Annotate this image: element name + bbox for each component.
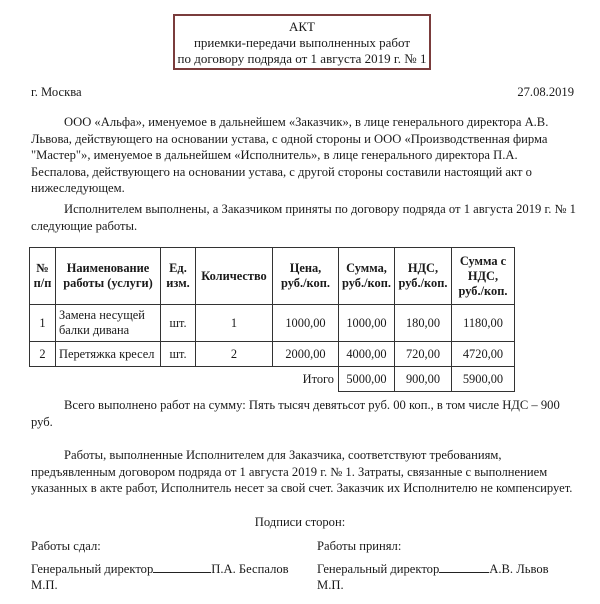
table-row bbox=[30, 342, 515, 367]
signature-line bbox=[439, 561, 489, 573]
place: г. Москва bbox=[31, 85, 82, 99]
works-table bbox=[29, 247, 515, 392]
compliance-paragraph bbox=[31, 447, 576, 497]
cell-num: 2 bbox=[30, 342, 56, 367]
cell-qty: 1 bbox=[196, 305, 273, 342]
signature-line bbox=[153, 561, 211, 573]
signature-name: П.А. Беспалов bbox=[211, 561, 289, 576]
total-sentence-text: Всего выполнено работ на сумму: Пять тысяч девятьсот руб. 00 коп., в том числе НДС – 900 руб. bbox=[31, 398, 560, 429]
signature-block-contractor bbox=[31, 538, 289, 594]
cell-vat: 180,00 bbox=[395, 305, 452, 342]
cell-vat: 720,00 bbox=[395, 342, 452, 367]
signature-block-customer bbox=[317, 538, 549, 594]
cell-unit: шт. bbox=[161, 342, 196, 367]
cell-price: 2000,00 bbox=[273, 342, 339, 367]
signature-stamp: М.П. bbox=[317, 578, 344, 592]
document-subtitle-line1: приемки-передачи выполненных работ bbox=[193, 35, 411, 50]
document-title: АКТ bbox=[289, 19, 315, 34]
document-title-box bbox=[173, 14, 431, 70]
signatures-title: Подписи сторон: bbox=[254, 515, 346, 529]
signature-line-row bbox=[31, 561, 289, 578]
signature-position: Генеральный директор bbox=[31, 561, 154, 576]
cell-total: 4720,00 bbox=[452, 342, 515, 367]
signature-heading: Работы принял: bbox=[317, 539, 402, 553]
cell-unit: шт. bbox=[161, 305, 196, 342]
cell-num: 1 bbox=[30, 305, 56, 342]
header-name: Наименование работы (услуги) bbox=[56, 248, 161, 305]
signature-stamp: М.П. bbox=[31, 578, 58, 592]
intro-paragraph-text: ООО «Альфа», именуемое в дальнейшем «Заказчик», в лице генерального директора А.В. Львова, действующего на основании устава, с одной стороны и ООО «Производственная фирма "Мастер"», именуемое в дальнейшем «Исполнитель», в лице генерального директора П.А. Беспалова, действующего на основании устава, с другой стороны составили настоящий акт о нижеследующем. bbox=[31, 115, 549, 195]
header-sum: Сумма, руб./коп. bbox=[339, 248, 395, 305]
header-qty: Количество bbox=[196, 248, 273, 305]
signature-name: А.В. Львов bbox=[489, 561, 549, 576]
table-header-row bbox=[30, 248, 515, 305]
cell-name: Перетяжка кресел bbox=[56, 342, 161, 367]
date: 27.08.2019 bbox=[517, 85, 574, 99]
document-subtitle-line2: по договору подряда от 1 августа 2019 г. № 1 bbox=[177, 51, 427, 66]
cell-total: 1180,00 bbox=[452, 305, 515, 342]
header-total: Сумма с НДС, руб./коп. bbox=[452, 248, 515, 305]
works-intro-text: Исполнителем выполнены, а Заказчиком приняты по договору подряда от 1 августа 2019 г. № 1 следующие работы. bbox=[31, 202, 576, 233]
cell-name: Замена несущей балки дивана bbox=[56, 305, 161, 342]
table-row bbox=[30, 305, 515, 342]
signature-heading: Работы сдал: bbox=[31, 539, 101, 553]
table-totals-row bbox=[30, 367, 515, 392]
cell-price: 1000,00 bbox=[273, 305, 339, 342]
header-vat: НДС, руб./коп. bbox=[395, 248, 452, 305]
signature-position: Генеральный директор bbox=[317, 561, 440, 576]
works-intro bbox=[31, 201, 576, 234]
header-num: № п/п bbox=[30, 248, 56, 305]
intro-paragraph bbox=[31, 114, 576, 197]
cell-sum: 1000,00 bbox=[339, 305, 395, 342]
header-price: Цена, руб./коп. bbox=[273, 248, 339, 305]
totals-sum: 5000,00 bbox=[339, 367, 395, 392]
cell-qty: 2 bbox=[196, 342, 273, 367]
header-unit: Ед. изм. bbox=[161, 248, 196, 305]
totals-vat: 900,00 bbox=[395, 367, 452, 392]
total-sentence bbox=[31, 397, 576, 430]
totals-total: 5900,00 bbox=[452, 367, 515, 392]
compliance-paragraph-text: Работы, выполненные Исполнителем для Заказчика, соответствуют требованиям, предъявленным договором подряда от 1 августа 2019 г. № 1. Затраты, связанные с выполнением указанных в акте работ, Исполнитель несет за свой счет. Заказчик их Исполнителю не компенсирует. bbox=[31, 448, 573, 495]
totals-spacer bbox=[30, 367, 273, 392]
cell-sum: 4000,00 bbox=[339, 342, 395, 367]
signature-line-row bbox=[317, 561, 549, 578]
totals-label: Итого bbox=[302, 371, 334, 386]
